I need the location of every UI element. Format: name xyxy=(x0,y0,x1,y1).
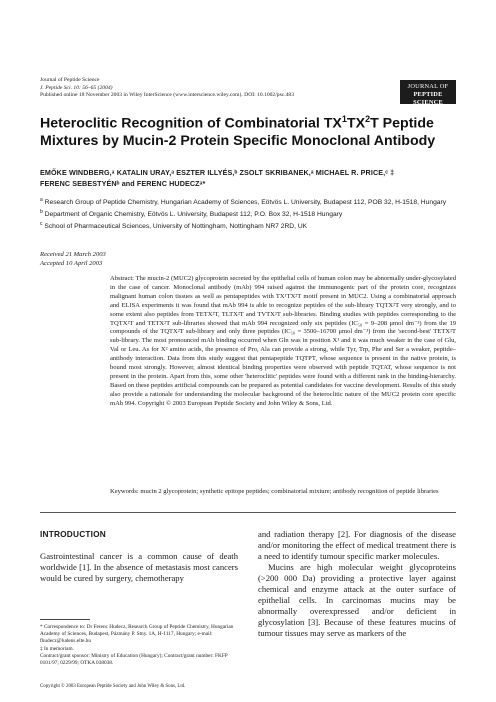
intro-paragraph-1: Gastrointestinal cancer is a common cause of death worldwide [1]. In the absence of metastasis most cancers would be cured by surgery, chemotherapy xyxy=(40,551,238,583)
journal-name: Journal of Peptide Science xyxy=(40,77,100,83)
logo-line-2: PEPTIDE SCIENCE xyxy=(413,91,443,106)
author-line-2: FERENC SEBESTYÉNᵇ and FERENC HUDECZᵃ* xyxy=(40,179,206,188)
title-part-1: Heteroclitic Recognition of Combinatorial TX xyxy=(40,115,342,132)
copyright-notice: Copyright © 2003 European Peptide Society and John Wiley & Sons, Ltd. xyxy=(40,684,186,689)
affiliation-mark-c: c xyxy=(40,221,43,228)
title-sup-2: 2 xyxy=(365,114,371,124)
keywords xyxy=(110,488,456,497)
affiliation-b xyxy=(40,208,470,220)
accepted-date: Accepted 10 April 2003 xyxy=(40,260,103,267)
author-list xyxy=(40,167,470,189)
intro-paragraph-2: Mucins are high molecular weight glycoproteins (>200 000 Da) providing a protective layer against chemical and enzyme attack at the outer surface of epithelial cells. In carcinomas mucins may be abnormally overexpressed and/or deficient in glycosylation [3]. Because of these features mucins of tumour tissues may serve as markers of the xyxy=(258,562,456,638)
affiliation-mark-a: a xyxy=(40,197,43,203)
journal-citation: J. Peptide Sci. 10: 56–65 (2004) xyxy=(40,84,113,91)
footnotes xyxy=(40,624,240,667)
article-dates xyxy=(40,250,106,268)
title-sup-1: 1 xyxy=(341,114,347,124)
logo-line-1: JOURNAL OF xyxy=(407,83,449,90)
intro-paragraph-continued: and radiation therapy [2]. For diagnosis of the disease and/or monitoring the effect of medical treatment there is a need to identify tumour specific marker molecules. xyxy=(258,529,456,561)
correspondence-footnote: * Correspondence to: Dr Ferenc Hudecz, Research Group of Peptide Chemistry, Hungarian Academy of Sciences, Budapest, Pázmány P. Stny. 1A, H-1117, Hungary; e-mail: fhudecz@ludens.elte.hu xyxy=(40,624,234,645)
affiliation-a xyxy=(40,196,470,208)
journal-info xyxy=(40,77,294,100)
author-line-1: EMŐKE WINDBERG,ᵃ KATALIN URAY,ᵃ ESZTER ILLYÉS,ᵇ ZSOLT SKRIBANEK,ᵃ MICHAEL R. PRICE,ᶜ ‡ xyxy=(40,168,395,177)
affiliation-c xyxy=(40,220,470,232)
received-date: Received 21 March 2003 xyxy=(40,251,106,258)
memoriam-footnote: ‡ In memoriam. xyxy=(40,645,74,652)
section-divider xyxy=(40,512,456,513)
footnote-divider xyxy=(40,619,90,620)
affiliation-text-c: School of Pharmaceutical Sciences, University of Nottingham, Nottingham NR7 2RD, UK xyxy=(44,223,308,231)
keywords-label: Keywords: xyxy=(110,488,139,495)
left-column xyxy=(40,529,238,584)
affiliation-mark-b: b xyxy=(40,209,43,216)
right-column xyxy=(258,529,456,639)
grant-footnote: Contract/grant sponsor: Ministry of Education (Hungary); Contract/grant number: FKFP 0101/97; 0229/99; OTKA 038038. xyxy=(40,652,228,667)
affiliation-text-a: Research Group of Peptide Chemistry, Hungarian Academy of Sciences, Eötvös L. University, Budapest 112, POB 32, H-1518, Hungary xyxy=(44,199,447,207)
affiliations xyxy=(40,196,470,232)
title-part-2: TX xyxy=(346,115,366,132)
article-title xyxy=(40,111,460,150)
title-part-3: T Peptide Mixtures by Mucin-2 Protein Specific Monoclonal Antibody xyxy=(40,115,436,149)
publication-info: Published online 18 November 2003 in Wiley InterScience (www.interscience.wiley.com). DOI: 10.1002/psc.483 xyxy=(40,92,295,99)
introduction-heading: INTRODUCTION xyxy=(40,529,107,539)
journal-logo xyxy=(400,80,456,104)
abstract: Abstract: The mucin-2 (MUC2) glycoprotein secreted by the epithelial cells of human colon may be abnormally under-glycosylated in the case of cancer. Monoclonal antibody (mAb) 994 raised against the immunogenic part of the protein core, recognizes malignant human colon tissues as well as pentapeptides with TX¹TX²T motif present in MUC2. Using a combinatorial approach and ELISA experiments it was found that mAb 994 is able to recognize peptides of the sub-library TQTX²T very strongly, and to some extent also peptides from TETX²T, TLTX²T and TVTX²T sub-libraries. Binding studies with peptides corresponding to the TQTX²T and TETX²T sub-libraries showed that mAb 994 recognized only six peptides (IC₅₀ = 9–208 μmol dm⁻³) from the 19 compounds of the TQTX²T sub-library and only three peptides (IC₅₀ = 3500–16700 μmol dm⁻³) from the 'second-best' TETX²T sub-library. The most pronounced mAb binding occurred when Gln was in position X¹ and it was much weaker in the case of Glu, Val or Leu. As for X² amino acids, the presence of Pro, Ala can provide a strong, while Tyr, Trp, Phe and Ser a weaker, peptide–antibody interaction. Data from this study suggest that pentapeptide TQTPT, whose sequence is present in the native protein, is bound most strongly. However, almost identical binding properties were observed with peptide TQTAT, whose sequence is not present in the protein. Apart from this, some other 'heteroclitic' peptides were found with a different rank in the binding-hierarchy. Based on these peptides artificial compounds can be prepared as potential candidates for vaccine development. Results of this study also provide a rationale for understanding the molecular background of the heteroclitic nature of the MUC2 protein core specific mAb 994. Copyright © 2003 European Peptide Society and John Wiley & Sons, Ltd. xyxy=(110,275,456,407)
affiliation-text-b: Department of Organic Chemistry, Eötvös L. University, Budapest 112, P.O. Box 32, H-1518 Hungary xyxy=(44,211,343,219)
keywords-text: mucin 2 glycoprotein; synthetic epitope peptides; combinatorial mixture; antibody recognition of peptide libraries xyxy=(140,488,439,495)
